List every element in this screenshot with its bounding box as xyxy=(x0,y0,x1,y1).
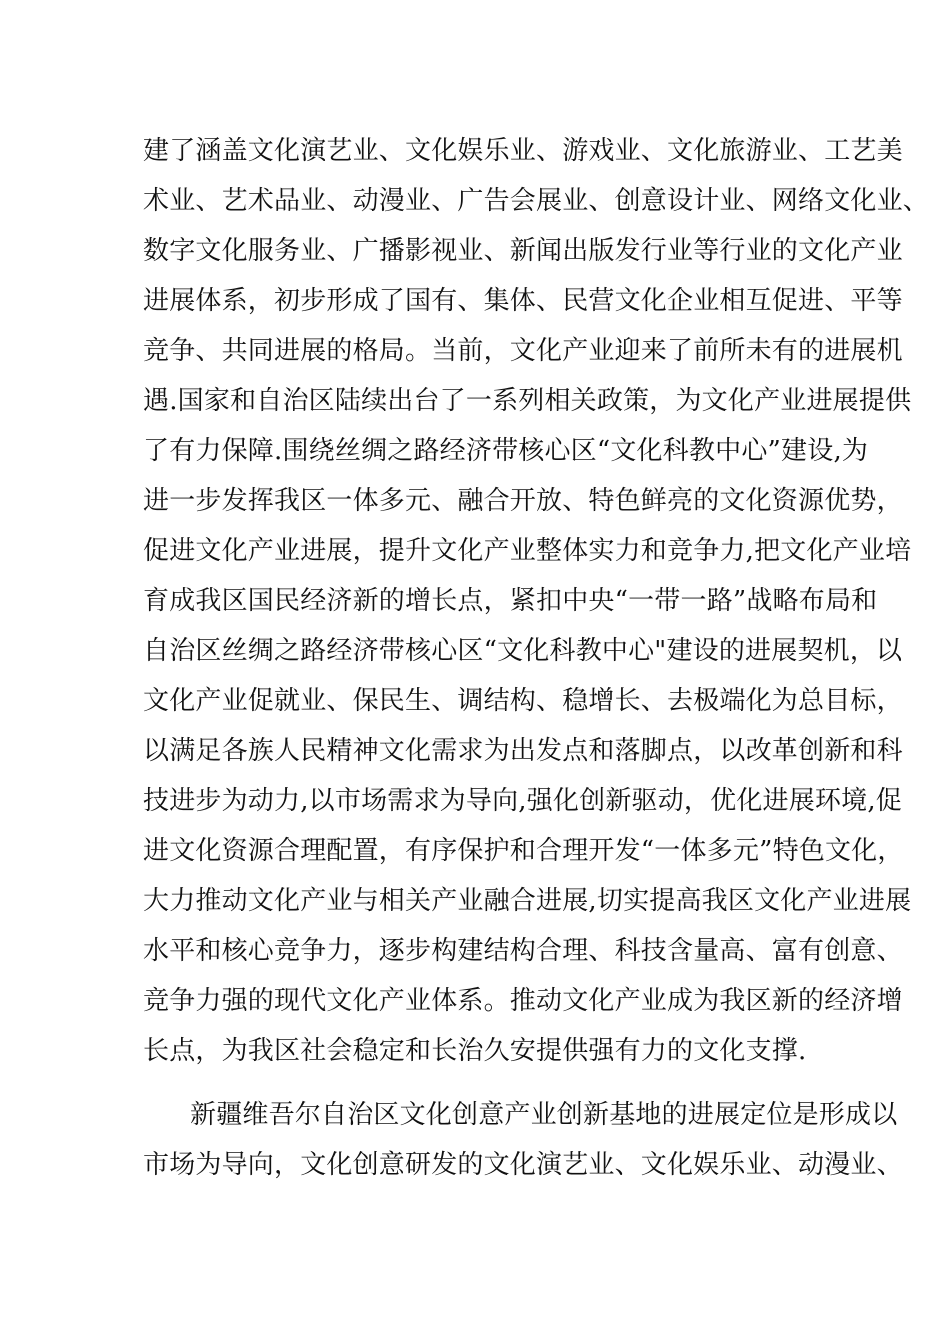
paragraph-1-line-10: 育成我区国民经济新的增长点，紧扣中央“一带一路”战略布局和 xyxy=(143,586,878,616)
paragraph-2-line-1: 新疆维吾尔自治区文化创意产业创新基地的进展定位是形成以 xyxy=(190,1100,898,1130)
paragraph-2-line-2: 市场为导向，文化创意研发的文化演艺业、文化娱乐业、动漫业、 xyxy=(143,1150,903,1180)
paragraph-1-line-14: 技进步为动力,以市场需求为导向,强化创新驱动，优化进展环境,促 xyxy=(143,786,902,816)
paragraph-1-line-16: 大力推动文化产业与相关产业融合进展,切实提高我区文化产业进展 xyxy=(143,886,912,916)
paragraph-1-line-17: 水平和核心竞争力，逐步构建结构合理、科技含量高、富有创意、 xyxy=(143,936,903,966)
paragraph-1-line-4: 进展体系，初步形成了国有、集体、民营文化企业相互促进、平等 xyxy=(143,286,903,316)
paragraph-1-line-1: 建了涵盖文化演艺业、文化娱乐业、游戏业、文化旅游业、工艺美 xyxy=(143,136,903,166)
paragraph-1-line-2: 术业、艺术品业、动漫业、广告会展业、创意设计业、网络文化业、 xyxy=(143,186,930,216)
paragraph-1-line-19: 长点，为我区社会稳定和长治久安提供强有力的文化支撑. xyxy=(143,1036,807,1066)
paragraph-1-line-11: 自治区丝绸之路经济带核心区“文化科教中心"建设的进展契机，以 xyxy=(143,636,903,666)
paragraph-1-line-7: 了有力保障.围绕丝绸之路经济带核心区“文化科教中心”建设,为 xyxy=(143,436,869,466)
paragraph-1-line-9: 促进文化产业进展，提升文化产业整体实力和竞争力,把文化产业培 xyxy=(143,536,912,566)
paragraph-1-line-15: 进文化资源合理配置，有序保护和合理开发“一体多元”特色文化， xyxy=(143,836,904,866)
paragraph-1-line-18: 竞争力强的现代文化产业体系。推动文化产业成为我区新的经济增 xyxy=(143,986,903,1016)
paragraph-1-line-3: 数字文化服务业、广播影视业、新闻出版发行业等行业的文化产业 xyxy=(143,236,903,266)
paragraph-1-line-12: 文化产业促就业、保民生、调结构、稳增长、去极端化为总目标， xyxy=(143,686,903,716)
paragraph-1-line-5: 竞争、共同进展的格局。当前，文化产业迎来了前所未有的进展机 xyxy=(143,336,903,366)
paragraph-1-line-13: 以满足各族人民精神文化需求为出发点和落脚点，以改革创新和科 xyxy=(143,736,903,766)
paragraph-1-line-6: 遇.国家和自治区陆续出台了一系列相关政策，为文化产业进展提供 xyxy=(143,386,912,416)
paragraph-1-line-8: 进一步发挥我区一体多元、融合开放、特色鲜亮的文化资源优势， xyxy=(143,486,903,516)
